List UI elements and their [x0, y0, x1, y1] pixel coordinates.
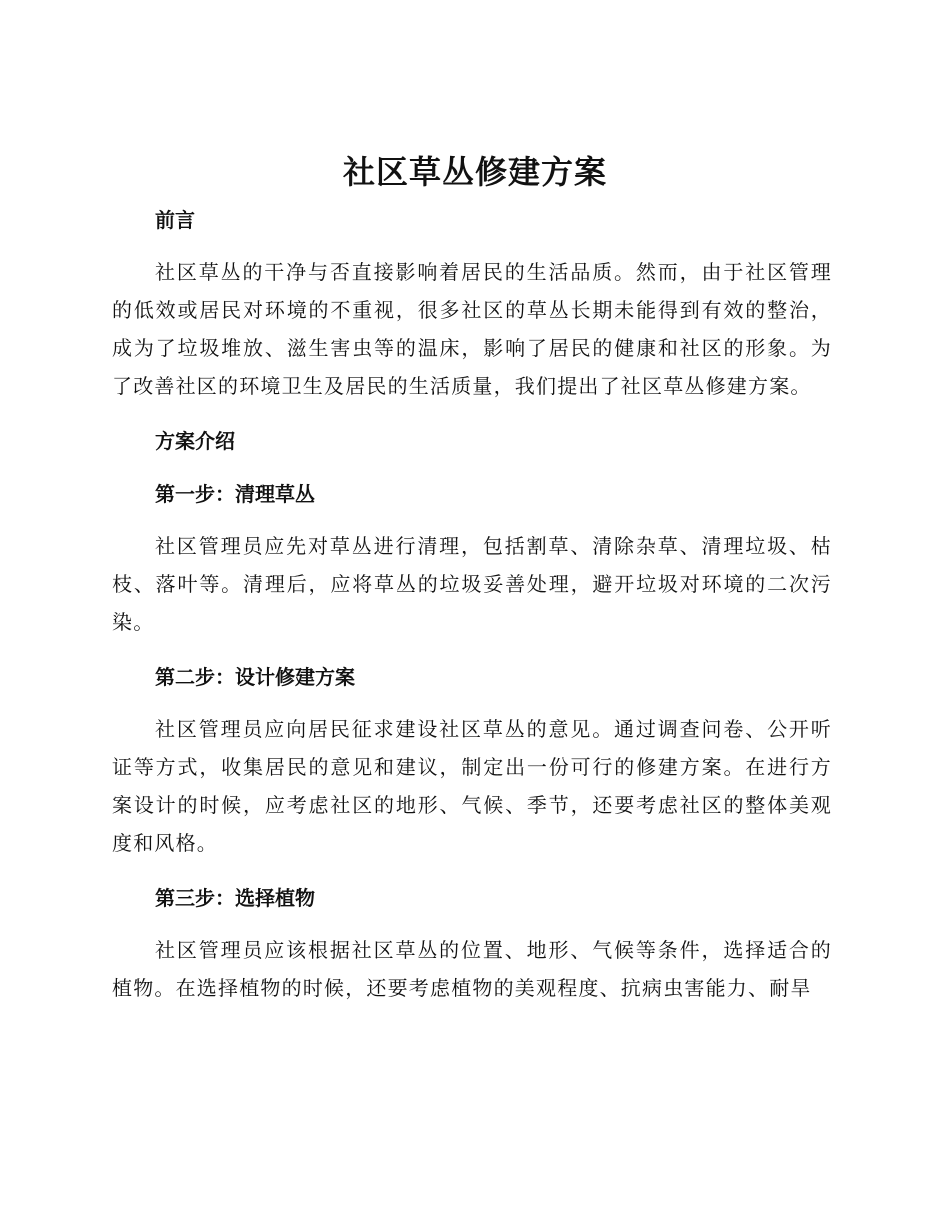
document-body: [112, 200, 832, 1007]
document-title: 社区草丛修建方案: [342, 153, 607, 191]
section-paragraph-preface: 社区草丛的干净与否直接影响着居民的生活品质。然而，由于社区管理的低效或居民对环境的不重视，很多社区的草丛长期未能得到有效的整治，成为了垃圾堆放、滋生害虫等的温床，影响了居民的健康和社区的形象。为了改善社区的环境卫生及居民的生活质量，我们提出了社区草丛修建方案。: [112, 260, 832, 398]
section-heading-step-2: 第二步：设计修建方案: [155, 665, 355, 689]
section-heading-step-3: 第三步：选择植物: [155, 886, 315, 910]
section-heading-step-1: 第一步：清理草丛: [155, 482, 315, 506]
section-paragraph-step-3: 社区管理员应该根据社区草丛的位置、地形、气候等条件，选择适合的植物。在选择植物的时候，还要考虑植物的美观程度、抗病虫害能力、耐旱: [112, 938, 832, 1000]
section-paragraph-step-2: 社区管理员应向居民征求建设社区草丛的意见。通过调查问卷、公开听证等方式，收集居民的意见和建议，制定出一份可行的修建方案。在进行方案设计的时候，应考虑社区的地形、气候、季节，还要考虑社区的整体美观度和风格。: [112, 717, 832, 855]
section-paragraph-step-1: 社区管理员应先对草丛进行清理，包括割草、清除杂草、清理垃圾、枯枝、落叶等。清理后，应将草丛的垃圾妥善处理，避开垃圾对环境的二次污染。: [112, 534, 832, 634]
section-heading-plan-intro: 方案介绍: [155, 429, 235, 453]
section-heading-preface: 前言: [155, 208, 195, 232]
